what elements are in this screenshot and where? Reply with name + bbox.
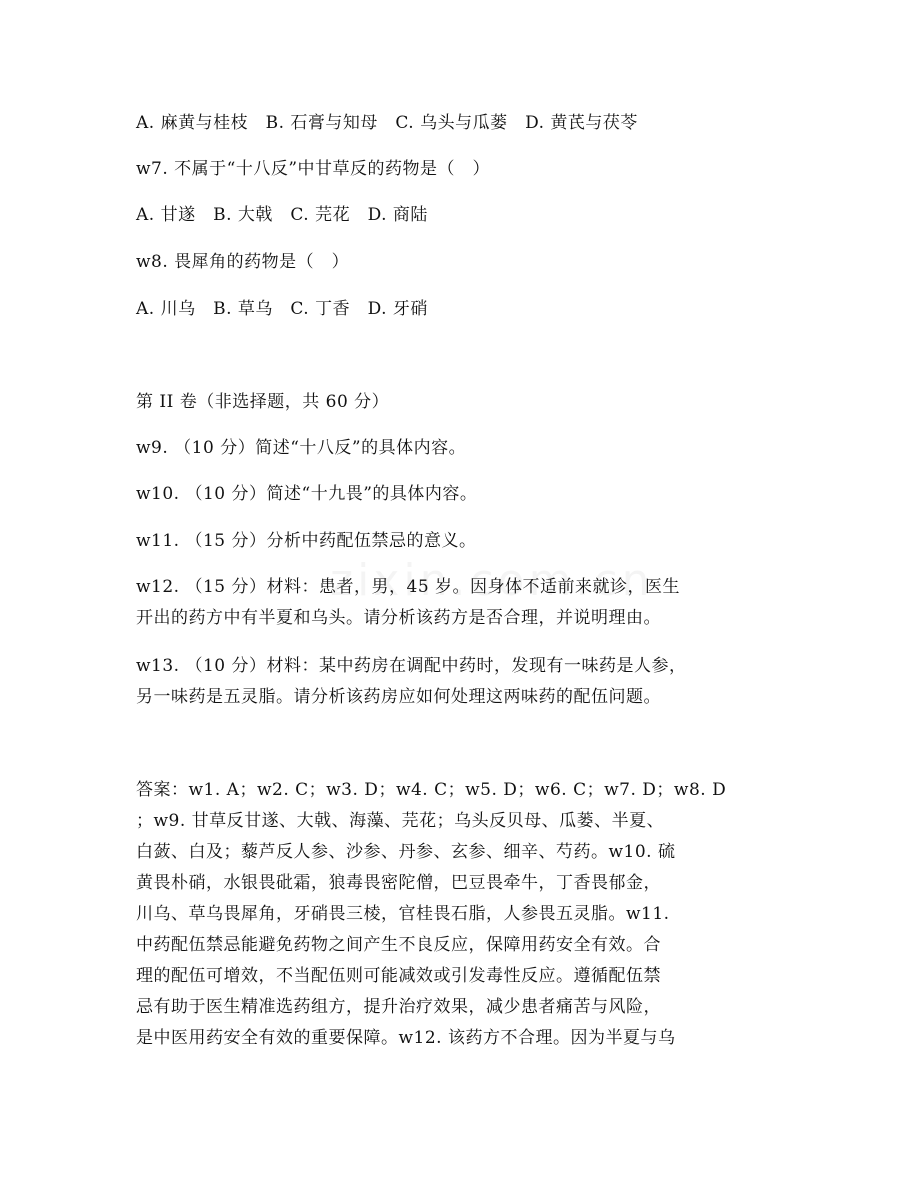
q10-text: w10. （10 分）简述“十九畏”的具体内容。 (136, 484, 478, 504)
section-heading: 第 II 卷（非选择题，共 60 分） (136, 392, 390, 412)
q12-line: 开出的药方中有半夏和乌头。请分析该药方是否合理，并说明理由。 (136, 608, 661, 628)
answer-line: 黄畏朴硝，水银畏砒霜，狼毒畏密陀僧，巴豆畏牵牛，丁香畏郁金， (136, 873, 661, 893)
answer-line: ；w9. 甘草反甘遂、大戟、海藻、芫花；乌头反贝母、瓜蒌、半夏、 (136, 811, 665, 831)
answer-line: 忌有助于医生精准选药组方，提升治疗效果，减少患者痛苦与风险， (136, 997, 661, 1017)
q9-text: w9. （10 分）简述“十八反”的具体内容。 (136, 438, 467, 458)
q8-options: A. 川乌 B. 草乌 C. 丁香 D. 牙硝 (136, 299, 428, 319)
q13-text (136, 651, 776, 713)
answer-line: 是中医用药安全有效的重要保障。w12. 该药方不合理。因为半夏与乌 (136, 1028, 676, 1048)
answer-line: 白蔹、白及；藜芦反人参、沙参、丹参、玄参、细辛、芍药。w10. 硫 (136, 842, 676, 862)
q12-line: w12. （15 分）材料：患者，男，45 岁。因身体不适前来就诊，医生 (136, 577, 681, 597)
q13-line: 另一味药是五灵脂。请分析该药房应如何处理这两味药的配伍问题。 (136, 687, 661, 707)
q6-options: A. 麻黄与桂枝 B. 石膏与知母 C. 乌头与瓜蒌 D. 黄芪与茯苓 (136, 113, 638, 133)
answer-line: 答案：w1. A；w2. C；w3. D；w4. C；w5. D；w6. C；w7. D；w8. D (136, 780, 727, 800)
q8-stem: w8. 畏犀角的药物是（ ） (136, 252, 350, 272)
answers-block (136, 775, 776, 1054)
answer-line: 中药配伍禁忌能避免药物之间产生不良反应，保障用药安全有效。合 (136, 935, 661, 955)
answer-line: 理的配伍可增效，不当配伍则可能减效或引发毒性反应。遵循配伍禁 (136, 966, 661, 986)
q11-text: w11. （15 分）分析中药配伍禁忌的意义。 (136, 531, 477, 551)
answer-line: 川乌、草乌畏犀角，牙硝畏三棱，官桂畏石脂，人参畏五灵脂。w11. (136, 904, 670, 924)
q7-options: A. 甘遂 B. 大戟 C. 芫花 D. 商陆 (136, 205, 428, 225)
q7-stem: w7. 不属于“十八反”中甘草反的药物是（ ） (136, 159, 491, 179)
q13-line: w13. （10 分）材料：某中药房在调配中药时，发现有一味药是人参， (136, 656, 687, 676)
q12-text (136, 572, 776, 634)
